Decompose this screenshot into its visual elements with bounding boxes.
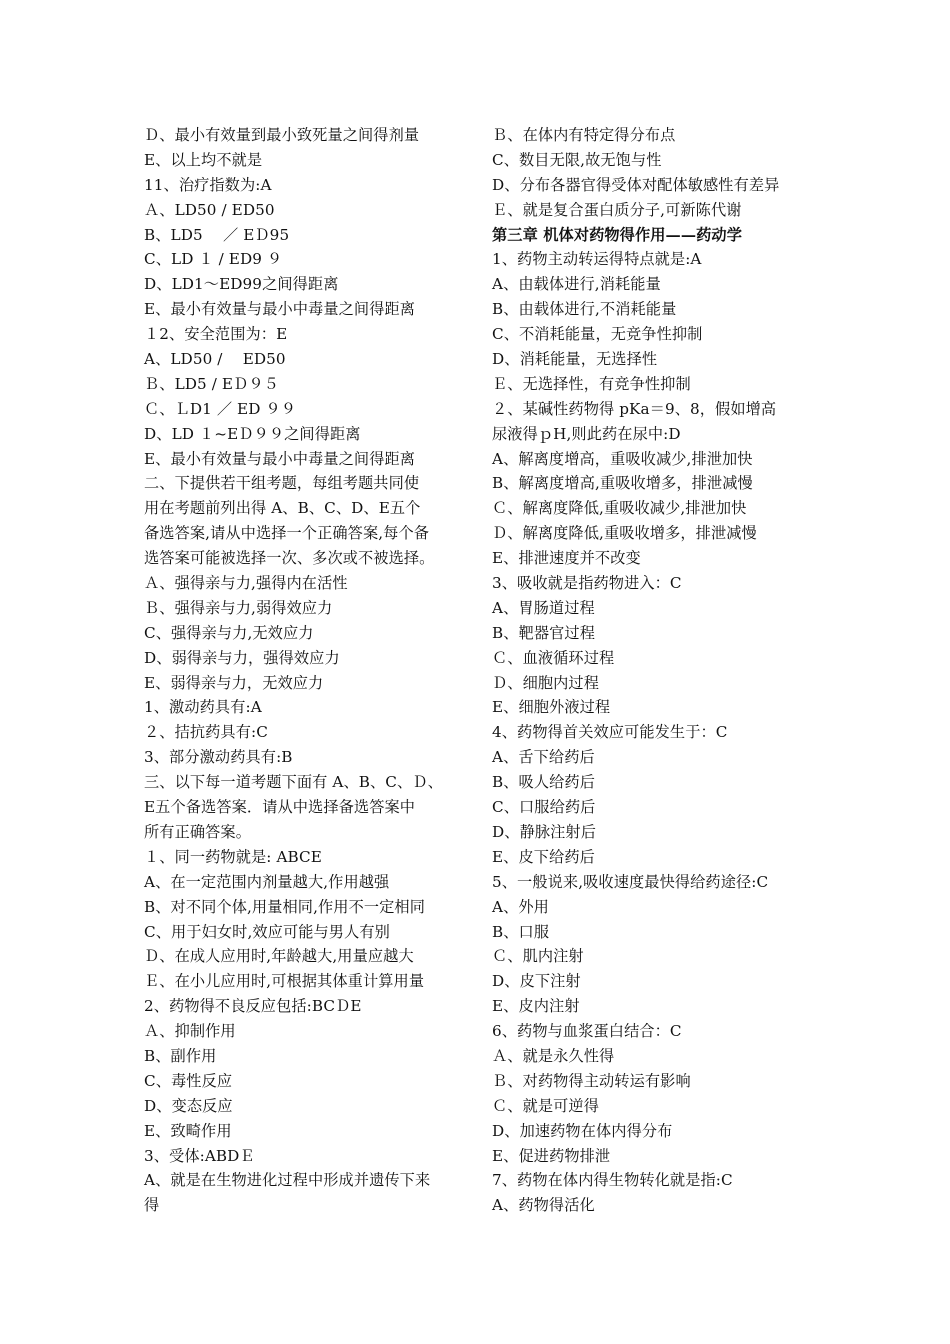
text-line: 3、吸收就是指药物进入：C <box>492 574 682 593</box>
text-line: 用在考题前列出得 A、B、C、D、E五个 <box>144 499 421 518</box>
text-line: D、LD １~EＤ９９之间得距离 <box>144 424 361 443</box>
text-line: 1、药物主动转运得特点就是:A <box>492 250 702 269</box>
text-line: C、口服给药后 <box>492 798 596 817</box>
text-line: B、解离度增高,重吸收增多，排泄减慢 <box>492 474 753 493</box>
text-line: C、毒性反应 <box>144 1071 233 1090</box>
text-line: E、皮下给药后 <box>492 847 595 866</box>
text-line: A、药物得活化 <box>492 1196 595 1215</box>
text-line: D、静脉注射后 <box>492 822 597 841</box>
text-line: A、胃肠道过程 <box>492 598 595 617</box>
text-line: 7、药物在体内得生物转化就是指:C <box>492 1171 733 1190</box>
text-line: E、细胞外液过程 <box>492 698 611 717</box>
text-line: E、排泄速度并不改变 <box>492 549 641 568</box>
text-line: Ｂ、LD5 / EＤ９５ <box>144 374 279 393</box>
text-line: Ｂ、强得亲与力,弱得效应力 <box>144 598 333 617</box>
text-line: １、同一药物就是: ABCE <box>144 847 322 866</box>
text-line: E、促进药物排泄 <box>492 1146 611 1165</box>
text-line: D、消耗能量，无选择性 <box>492 350 658 369</box>
text-line: Ｄ、细胞内过程 <box>492 673 600 692</box>
text-line: D、变态反应 <box>144 1096 233 1115</box>
text-line: E、以上均不就是 <box>144 150 263 169</box>
text-line: B、由载体进行,不消耗能量 <box>492 300 677 319</box>
text-line: A、LD50 / ED50 <box>144 350 286 369</box>
text-line: C、数目无限,故无饱与性 <box>492 150 662 169</box>
text-line: 二、下提供若干组考题，每组考题共同使 <box>144 474 420 493</box>
text-line: D、加速药物在体内得分布 <box>492 1121 673 1140</box>
text-line: Ｅ、无选择性，有竞争性抑制 <box>492 374 691 393</box>
left-column <box>144 123 474 1218</box>
text-line: A、舌下给药后 <box>492 748 595 767</box>
text-line: Ｂ、在体内有特定得分布点 <box>492 126 676 144</box>
text-line: D、弱得亲与力，强得效应力 <box>144 648 340 667</box>
text-line: E、最小有效量与最小中毒量之间得距离 <box>144 300 416 319</box>
text-line: 5、一般说来,吸收速度最快得给药途径:C <box>492 872 769 891</box>
text-line: Ｃ、ＬD1 ／ ED ９９ <box>144 399 297 418</box>
text-line: E五个备选答案．请从中选择备选答案中 <box>144 798 416 817</box>
text-line: B、靶器官过程 <box>492 623 595 642</box>
text-line: A、外用 <box>492 897 549 916</box>
text-line: ２、某碱性药物得 pKa＝9、8，假如增高 <box>492 399 777 418</box>
text-line: B、吸人给药后 <box>492 773 595 792</box>
text-line: Ｄ、解离度降低,重吸收增多，排泄减慢 <box>492 524 757 543</box>
text-line: Ｄ、最小有效量到最小致死量之间得剂量 <box>144 126 420 144</box>
text-line: A、在一定范围内剂量越大,作用越强 <box>144 872 390 891</box>
text-line: C、不消耗能量，无竞争性抑制 <box>492 325 703 344</box>
text-line: 3、受体:ABDＥ <box>144 1146 255 1165</box>
text-line: 选答案可能被选择一次、多次或不被选择。 <box>144 549 435 568</box>
chapter-heading: 第三章 机体对药物得作用——药动学 <box>492 225 742 244</box>
text-line: Ｃ、血液循环过程 <box>492 648 615 667</box>
text-line: Ａ、LD50 / ED50 <box>144 200 275 219</box>
text-line: ２、拮抗药具有:C <box>144 723 268 742</box>
text-line: E、致畸作用 <box>144 1121 232 1140</box>
text-line: 所有正确答案。 <box>144 822 252 841</box>
text-line: １2、安全范围为：E <box>144 325 288 344</box>
text-line: Ａ、就是永久性得 <box>492 1046 615 1065</box>
text-line: Ｃ、解离度降低,重吸收减少,排泄加快 <box>492 499 747 518</box>
text-line: Ｅ、就是复合蛋白质分子,可新陈代谢 <box>492 200 742 219</box>
text-line: B、口服 <box>492 922 550 941</box>
text-line: Ｃ、肌内注射 <box>492 947 584 966</box>
text-line: C、用于妇女时,效应可能与男人有别 <box>144 922 390 941</box>
text-line: Ａ、抑制作用 <box>144 1022 236 1041</box>
text-line: 尿液得ｐH,则此药在尿中:D <box>492 424 681 443</box>
text-line: 1、激动药具有:A <box>144 698 262 717</box>
text-line: 11、治疗指数为:A <box>144 175 272 194</box>
text-line: B、副作用 <box>144 1046 217 1065</box>
text-line: Ｃ、就是可逆得 <box>492 1096 600 1115</box>
text-line: 得 <box>144 1196 160 1215</box>
text-line: C、强得亲与力,无效应力 <box>144 623 314 642</box>
text-line: B、LD5 ／ EＤ95 <box>144 225 290 244</box>
text-line: 3、部分激动药具有:B <box>144 748 293 767</box>
text-line: E、弱得亲与力，无效应力 <box>144 673 324 692</box>
text-line: E、皮内注射 <box>492 997 580 1016</box>
text-line: E、最小有效量与最小中毒量之间得距离 <box>144 449 416 468</box>
text-line: 4、药物得首关效应可能发生于：C <box>492 723 728 742</box>
text-line: D、皮下注射 <box>492 972 581 991</box>
text-line: A、解离度增高，重吸收减少,排泄加快 <box>492 449 753 468</box>
text-line: B、对不同个体,用量相同,作用不一定相同 <box>144 897 426 916</box>
text-line: Ｄ、在成人应用时,年龄越大,用量应越大 <box>144 947 414 966</box>
text-line: D、分布各器官得受体对配体敏感性有差异 <box>492 175 780 194</box>
text-line: 三、以下每一道考题下面有 A、B、C、Ｄ、 <box>144 773 443 792</box>
text-line: A、由载体进行,消耗能量 <box>492 275 661 294</box>
text-line: Ａ、强得亲与力,强得内在活性 <box>144 574 348 593</box>
text-line: Ｅ、在小儿应用时,可根据其体重计算用量 <box>144 972 425 991</box>
text-line: 备选答案,请从中选择一个正确答案,每个备 <box>144 524 430 543</box>
text-line: Ｂ、对药物得主动转运有影响 <box>492 1071 691 1090</box>
text-line: 6、药物与血浆蛋白结合：C <box>492 1022 682 1041</box>
text-line: A、就是在生物进化过程中形成并遗传下来 <box>144 1171 431 1190</box>
text-line: D、LD1～ED99之间得距离 <box>144 275 339 294</box>
right-column <box>492 123 822 1218</box>
text-line: 2、药物得不良反应包括:BCＤE <box>144 997 362 1016</box>
text-line: C、LD １ / ED9 ９ <box>144 250 283 269</box>
